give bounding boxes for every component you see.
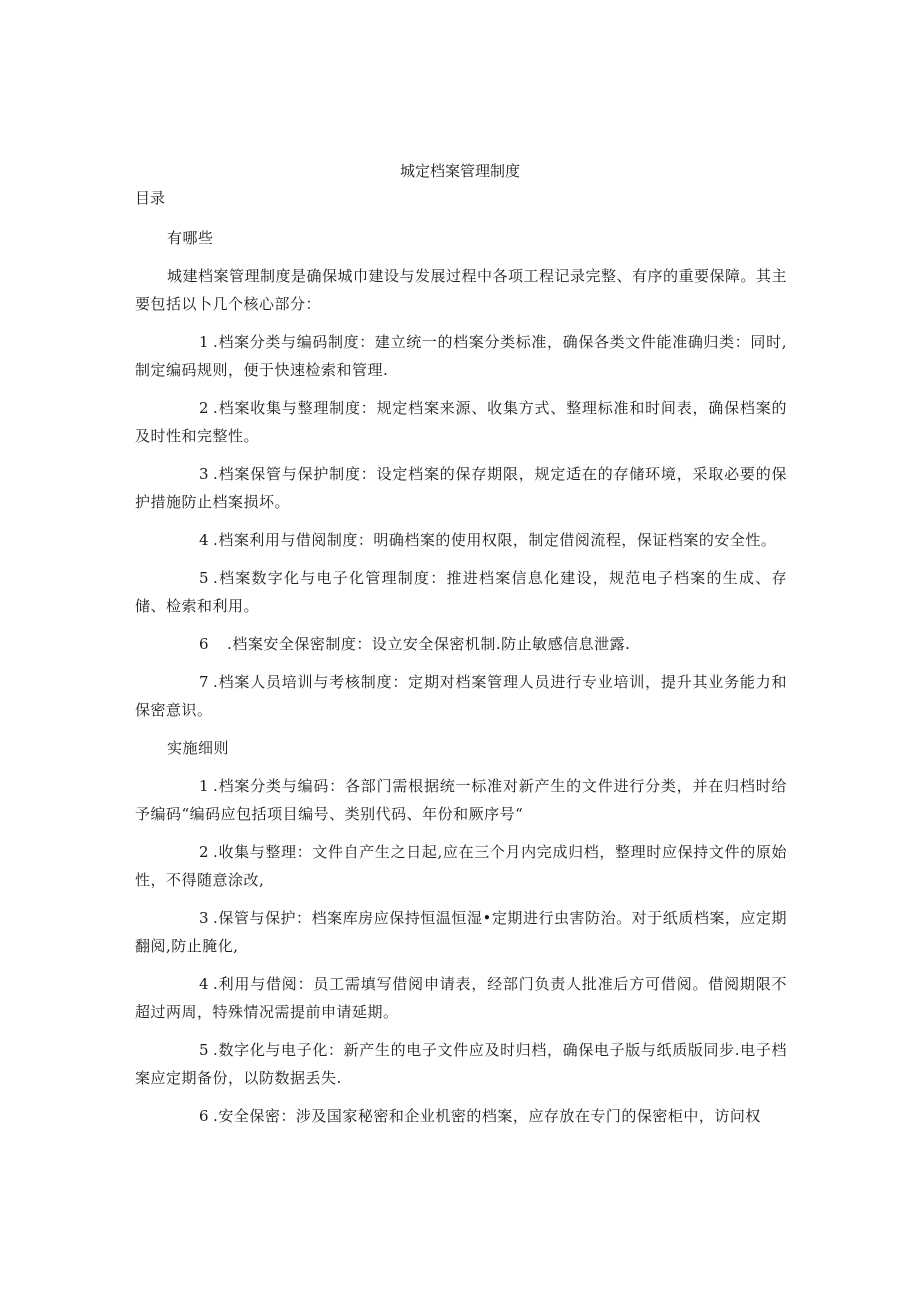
detail-item — [135, 838, 787, 894]
detail-item — [135, 1036, 787, 1092]
section-heading: 有哪些 — [167, 229, 214, 247]
detail-item — [135, 904, 787, 960]
list-item — [135, 328, 787, 384]
item-text: .档案分类与编码制度：建立统一的档案分类标准，确保各类文件能准确归类：同时,制定编码规则，便于快速检索和管理. — [135, 333, 787, 379]
detail-item — [135, 1102, 787, 1130]
item-text: .保管与保护：档案库房应保持恒温恒湿•定期进行虫害防治。对于纸质档案，应定期翻阅,防止腌化, — [135, 909, 787, 955]
document-title: 城定档案管理制度 — [399, 162, 520, 180]
list-item — [135, 630, 787, 658]
item-text: .档案安全保密制度：设立安全保密机制.防止敏感信息泄露. — [227, 635, 631, 653]
item-number: 6 — [199, 1107, 210, 1125]
item-number: 5 — [199, 569, 210, 587]
list-item — [135, 564, 787, 620]
detail-item — [135, 970, 787, 1026]
item-text: .档案收集与整理制度：规定档案来源、收集方式、整理标准和时间表，确保档案的及时性和完整性。 — [135, 399, 787, 445]
document-body — [135, 224, 787, 1140]
section-heading: 实施细则 — [167, 739, 230, 757]
item-text: .安全保密：涉及国家秘密和企业机密的档案，应存放在专门的保密柜中，访问权 — [213, 1107, 761, 1125]
item-text: .收集与整理：文件自产生之日起,应在三个月内完成归档，整理时应保持文件的原始性，不得随意涂改, — [135, 843, 787, 889]
item-number: 6 — [199, 635, 210, 653]
item-number: 2 — [199, 843, 210, 861]
item-number: 3 — [199, 465, 210, 483]
item-number: 4 — [199, 531, 210, 549]
item-text: .档案利用与借阅制度：明确档案的使用权限，制定借阅流程，保证档案的安全性。 — [213, 531, 777, 549]
item-number: 4 — [199, 975, 210, 993]
list-item — [135, 394, 787, 450]
list-item — [135, 668, 787, 724]
item-number: 1 — [199, 333, 210, 351]
detail-item — [135, 772, 787, 828]
toc-label: 目录 — [135, 189, 166, 207]
item-text: .利用与借阅：员工需填写借阅申请表，经部门负责人批准后方可借阅。借阅期限不超过两周，特殊情况需提前申请延期。 — [135, 975, 787, 1021]
item-number: 3 — [199, 909, 210, 927]
list-item — [135, 526, 787, 554]
item-text: .档案保管与保护制度：设定档案的保存期限，规定适在的存储环境，采取必要的保护措施防止档案损坏。 — [135, 465, 787, 511]
item-text: .档案数字化与电子化管理制度：推进档案信息化建设，规范电子档案的生成、存储、检索和利用。 — [135, 569, 787, 615]
item-number: 5 — [199, 1041, 210, 1059]
intro-paragraph: 城建档案管理制度是确保城巾建设与发展过程中各项工程记录完整、有序的重要保障。其主要包括以卜几个核心部分： — [135, 267, 788, 313]
list-item — [135, 460, 787, 516]
item-text: .数字化与电子化：新产生的电子文件应及时归档，确保电子版与纸质版同步.电子档案应定期备份，以防数据丢失. — [135, 1041, 787, 1087]
item-number: 1 — [199, 777, 210, 795]
item-number: 2 — [199, 399, 210, 417]
item-text: .档案分类与编码：各部门需根据统一标准对新产生的文件进行分类，并在归档时给予编码“编码应包括项目编号、类别代码、年份和厥序号“ — [135, 777, 787, 823]
item-text: .档案人员培训与考核制度：定期对档案管理人员进行专业培训，提升其业务能力和保密意识。 — [135, 673, 787, 719]
item-number: 7 — [199, 673, 210, 691]
